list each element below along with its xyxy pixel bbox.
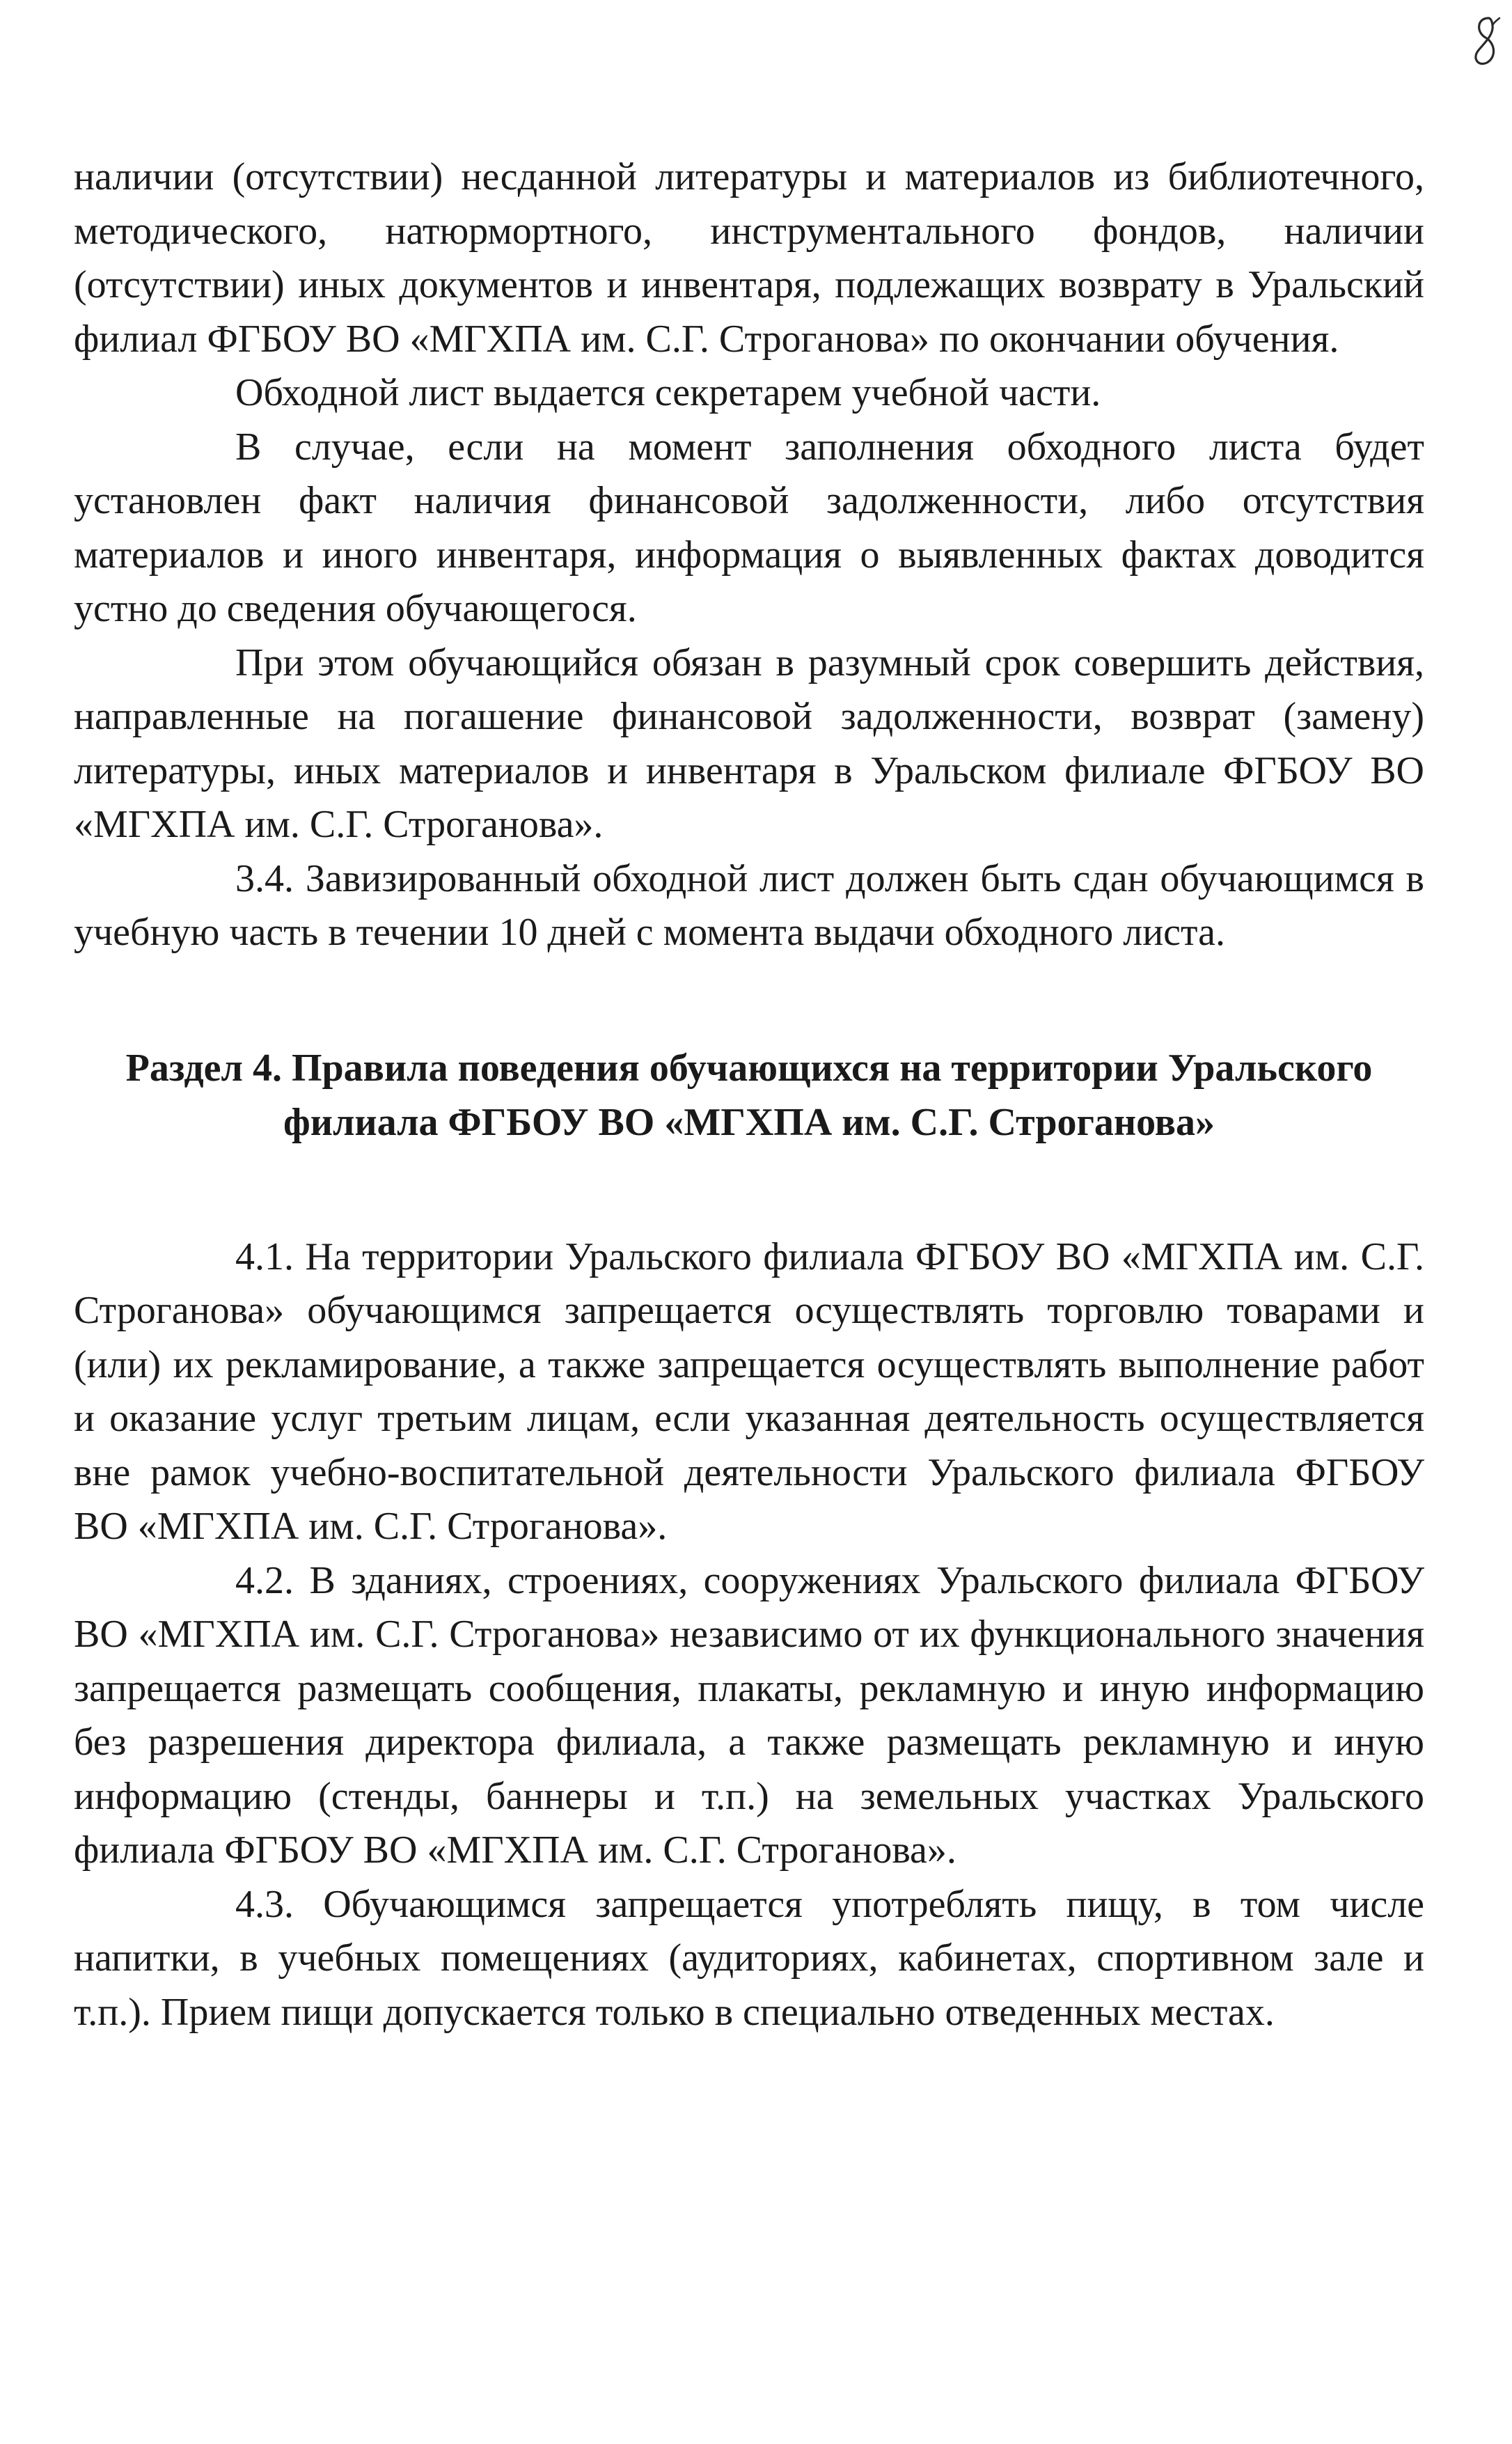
section-4-heading-line-1: Раздел 4. Правила поведения обучающихся на территории Уральского [125,1046,1373,1090]
paragraph-debt-notice: В случае, если на момент заполнения обходного листа будет установлен факт наличия финансовой задолженности, либо отсутствия материалов и иного инвентаря, информация о выявленных фактах доводится устно до сведения обучающегося. [74,425,1424,630]
section-4-heading-line-2: филиала ФГБОУ ВО «МГХПА им. С.Г. Строганова» [283,1100,1215,1144]
section-4-heading [74,1041,1424,1150]
handwritten-page-number [1467,14,1502,70]
paragraph-student-obligation: При этом обучающийся обязан в разумный срок совершить действия, направленные на погашение финансовой задолженности, возврат (замену) литературы, иных материалов и инвентаря в Уральском филиале ФГБОУ ВО «МГХПА им. С.Г. Строганова». [74,641,1424,846]
paragraph-4-1: 4.1. На территории Уральского филиала ФГБОУ ВО «МГХПА им. С.Г. Строганова» обучающимся запрещается осуществлять торговлю товарами и (или) их рекламирование, а также запрещается осуществлять выполнение работ и оказание услуг третьим лицам, если указанная деятельность осуществляется вне рамок учебно-воспитательной деятельности Уральского филиала ФГБОУ ВО «МГХПА им. С.Г. Строганова». [74,1235,1424,1548]
paragraph-continuation: наличии (отсутствии) несданной литературы и материалов из библиотечного, методического, натюрмортного, инструментального фондов, наличии (отсутствии) иных документов и инвентаря, подлежащих возврату в Уральский филиал ФГБОУ ВО «МГХПА им. С.Г. Строганова» по окончании обучения. [74,155,1424,361]
page-number-8-glyph [1467,14,1502,70]
paragraph-4-3: 4.3. Обучающимся запрещается употреблять пищу, в том числе напитки, в учебных помещениях (аудиториях, кабинетах, спортивном зале и т.п.). Прием пищи допускается только в специально отведенных местах. [74,1882,1424,2034]
document-body [74,150,1424,2039]
paragraph-bypass-sheet-issued: Обходной лист выдается секретарем учебной части. [235,371,1101,414]
paragraph-3-4: 3.4. Завизированный обходной лист должен быть сдан обучающимся в учебную часть в течении 10 дней с момента выдачи обходного листа. [74,856,1424,954]
paragraph-4-2: 4.2. В зданиях, строениях, сооружениях Уральского филиала ФГБОУ ВО «МГХПА им. С.Г. Строганова» независимо от их функционального значения запрещается размещать сообщения, плакаты, рекламную и иную информацию без разрешения директора филиала, а также размещать рекламную и иную информацию (стенды, баннеры и т.п.) на земельных участках Уральского филиала ФГБОУ ВО «МГХПА им. С.Г. Строганова». [74,1558,1424,1872]
